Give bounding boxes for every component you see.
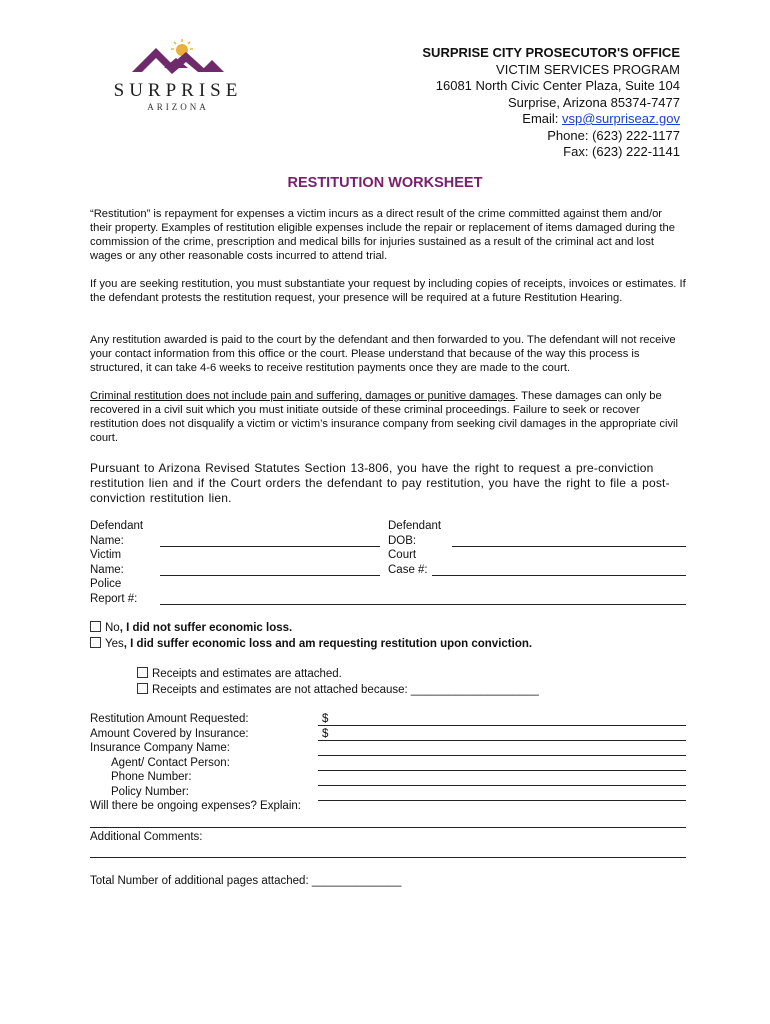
logo-name: SURPRISE [113, 80, 243, 101]
civil-damages-note: Criminal restitution does not include pain and suffering, damages or punitive damages [90, 390, 516, 402]
insurance-company-label: Insurance Company Name: [90, 742, 230, 754]
logo-subtitle: ARIZONA [147, 102, 209, 112]
checkbox-receipts-attached[interactable] [137, 667, 148, 678]
paragraph-payment-process: Any restitution awarded is paid to the court by the defendant and then forwarded to you. The defendant will not receive your contact information from this office or the court. Please understand that because of the way this process is structured, it can take 4-6 weeks to receive restitution payments once they are made to the court. [90, 334, 676, 374]
fax-line: Fax: (623) 222-1141 [563, 144, 680, 159]
option-receipts-not-attached[interactable] [137, 682, 539, 698]
option-no-text: , I did not suffer economic loss. [119, 622, 293, 634]
court-case-label-line2: Case #: [388, 563, 428, 576]
civil-damages-text: . These damages can only be recovered in a civil suit which you must initiate outside of these criminal proceedings. Failure to seek or recover restitution does not disqualify a victim or victim’s insurance company from seeking civil damages in the appropriate civil court. [90, 390, 679, 444]
defendant-dob-label-line1: Defendant [388, 520, 442, 532]
email-label: Email: [522, 111, 563, 126]
phone-line: Phone: (623) 222-1177 [547, 127, 680, 143]
defendant-name-label [90, 519, 143, 606]
amount-covered-label: Amount Covered by Insurance: [90, 727, 249, 740]
policy-number-label: Policy Number: [111, 785, 189, 798]
police-report-field[interactable] [160, 604, 686, 605]
ongoing-expenses-label: Will there be ongoing expenses? Explain: [90, 800, 301, 812]
option-yes-loss[interactable] [90, 636, 532, 652]
option-yes-label: Yes [105, 638, 124, 650]
court-case-field[interactable] [432, 575, 686, 576]
agent-contact-field[interactable] [318, 770, 686, 771]
phone-number-label: Phone Number: [111, 771, 192, 783]
email-line [422, 111, 680, 128]
defendant-dob-field[interactable] [452, 546, 686, 547]
police-report-label-line2: Report #: [90, 592, 138, 605]
victim-name-field[interactable] [160, 575, 380, 576]
total-pages-label: Total Number of additional pages attached: ______________ [90, 875, 402, 887]
office-name: SURPRISE CITY PROSECUTOR'S OFFICE [422, 45, 680, 60]
address-line-1: 16081 North Civic Center Plaza, Suite 104 [435, 78, 680, 93]
defendant-dob-label-line2: DOB: [388, 534, 417, 547]
additional-comments-field[interactable] [90, 857, 686, 858]
checkbox-yes-loss[interactable] [90, 637, 101, 648]
dollar-sign-covered: $ [322, 728, 329, 740]
ongoing-expenses-field[interactable] [90, 827, 686, 828]
additional-comments-label: Additional Comments: [90, 831, 203, 843]
option-no-loss[interactable] [90, 620, 292, 636]
defendant-name-label-line1: Defendant [90, 520, 144, 532]
amount-requested-label: Restitution Amount Requested: [90, 713, 249, 725]
policy-number-field[interactable] [318, 800, 686, 801]
insurance-company-field[interactable] [318, 755, 686, 756]
option-yes-text: , I did suffer economic loss and am requesting restitution upon conviction. [123, 638, 533, 650]
court-case-label-line1: Court [388, 549, 417, 561]
paragraph-substantiate: If you are seeking restitution, you must substantiate your request by including copies of receipts, invoices or estimates. If the defendant protests the restitution request, your presence will be required at a future Restitution Hearing. [90, 278, 686, 304]
defendant-dob-label [388, 519, 441, 577]
page-title: RESTITUTION WORKSHEET [287, 175, 483, 191]
checkbox-no-loss[interactable] [90, 621, 101, 632]
option-no-label: No [105, 622, 120, 634]
phone-number-field[interactable] [318, 785, 686, 786]
police-report-label-line1: Police [90, 578, 122, 590]
amount-requested-field[interactable] [318, 725, 686, 726]
victim-name-label-line2: Name: [90, 563, 124, 576]
victim-name-label-line1: Victim [90, 549, 122, 561]
office-header [422, 45, 680, 161]
defendant-name-label-line2: Name: [90, 534, 124, 547]
paragraph-definition: “Restitution” is repayment for expenses a victim incurs as a direct result of the crime committed against them and/or their property. Examples of restitution eligible expenses include the repair or replacement of items damaged during the commission of the crime, prescription and medical bills for injuries sustained as a result of the criminal act and lost wages or any other reasonable costs incurred to attend trial. [90, 208, 675, 262]
paragraph-lien-rights: Pursuant to Arizona Revised Statutes Section 13-806, you have the right to request a pre-conviction restitution lien and if the Court orders the defendant to pay restitution, you have the right to file a post-conviction restitution lien. [90, 461, 670, 505]
program-name: VICTIM SERVICES PROGRAM [496, 61, 680, 77]
receipts-attached-label: Receipts and estimates are attached. [152, 668, 342, 680]
amount-covered-field[interactable] [318, 740, 686, 741]
surprise-logo [108, 38, 248, 114]
mountain-sun-icon [130, 38, 226, 78]
paragraph-civil-damages [90, 389, 686, 445]
receipts-not-attached-label: Receipts and estimates are not attached because: ____________________ [152, 684, 539, 696]
dollar-sign-requested: $ [322, 713, 329, 725]
agent-contact-label: Agent/ Contact Person: [111, 756, 230, 769]
amount-labels [90, 712, 301, 814]
defendant-name-field[interactable] [160, 546, 380, 547]
email-link[interactable]: vsp@surpriseaz.gov [562, 111, 680, 126]
checkbox-receipts-not-attached[interactable] [137, 683, 148, 694]
address-line-2: Surprise, Arizona 85374-7477 [507, 94, 680, 110]
option-receipts-attached[interactable] [137, 666, 342, 682]
